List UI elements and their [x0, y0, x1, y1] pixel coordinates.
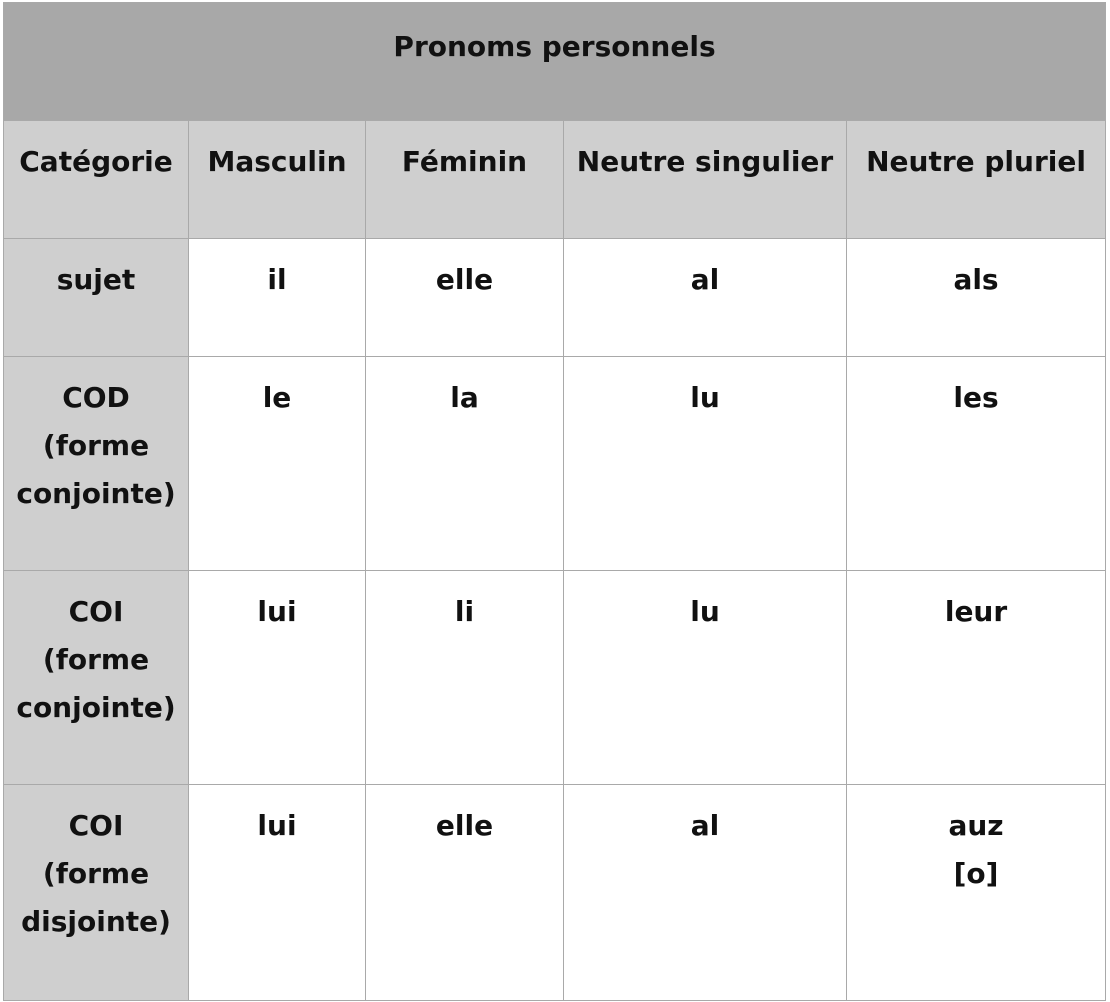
cell-text: al — [690, 809, 720, 842]
row-label-line: COI — [68, 595, 124, 628]
cell-neutre-singulier — [564, 571, 847, 785]
cell-text: elle — [435, 809, 494, 842]
row-label-line: conjointe) — [16, 691, 176, 724]
row-label-line: sujet — [56, 263, 136, 296]
column-header-categorie: Catégorie — [4, 121, 189, 239]
column-header-neutre-pluriel: Neutre pluriel — [847, 121, 1106, 239]
table-header-row — [4, 121, 1106, 239]
cell-text: lu — [690, 381, 720, 414]
cell-neutre-pluriel — [847, 357, 1106, 571]
cell-masculin — [189, 785, 366, 1001]
cell-neutre-singulier — [564, 239, 847, 357]
table-row — [4, 239, 1106, 357]
row-label — [4, 571, 189, 785]
cell-text: les — [953, 381, 999, 414]
cell-neutre-pluriel — [847, 239, 1106, 357]
row-label — [4, 239, 189, 357]
table-row — [4, 785, 1106, 1001]
row-label-line: disjointe) — [21, 905, 171, 938]
table-title: Pronoms personnels — [4, 3, 1106, 121]
cell-text: la — [450, 381, 479, 414]
cell-text: elle — [435, 263, 494, 296]
column-header-feminin: Féminin — [366, 121, 564, 239]
table-row — [4, 571, 1106, 785]
cell-text: als — [953, 263, 999, 296]
cell-feminin — [366, 571, 564, 785]
row-label-line: (forme — [42, 643, 150, 676]
column-header-masculin: Masculin — [189, 121, 366, 239]
cell-text: lui — [257, 595, 297, 628]
row-label — [4, 357, 189, 571]
table-title-row — [4, 3, 1106, 121]
cell-text: il — [267, 263, 287, 296]
pronouns-table — [3, 2, 1106, 1001]
row-label-line: (forme — [42, 857, 150, 890]
column-header-neutre-singulier: Neutre singulier — [564, 121, 847, 239]
cell-text: lu — [690, 595, 720, 628]
cell-text: [o] — [953, 857, 999, 890]
cell-neutre-pluriel — [847, 571, 1106, 785]
row-label-line: COD — [62, 381, 130, 414]
table-row — [4, 357, 1106, 571]
cell-text: al — [690, 263, 720, 296]
cell-masculin — [189, 357, 366, 571]
cell-feminin — [366, 239, 564, 357]
cell-masculin — [189, 239, 366, 357]
cell-neutre-pluriel — [847, 785, 1106, 1001]
cell-feminin — [366, 785, 564, 1001]
row-label-line: (forme — [42, 429, 150, 462]
row-label — [4, 785, 189, 1001]
cell-neutre-singulier — [564, 785, 847, 1001]
cell-text: le — [262, 381, 292, 414]
cell-neutre-singulier — [564, 357, 847, 571]
cell-text: li — [454, 595, 475, 628]
cell-feminin — [366, 357, 564, 571]
row-label-line: COI — [68, 809, 124, 842]
cell-text: auz — [948, 809, 1004, 842]
cell-masculin — [189, 571, 366, 785]
row-label-line: conjointe) — [16, 477, 176, 510]
cell-text: lui — [257, 809, 297, 842]
cell-text: leur — [944, 595, 1008, 628]
